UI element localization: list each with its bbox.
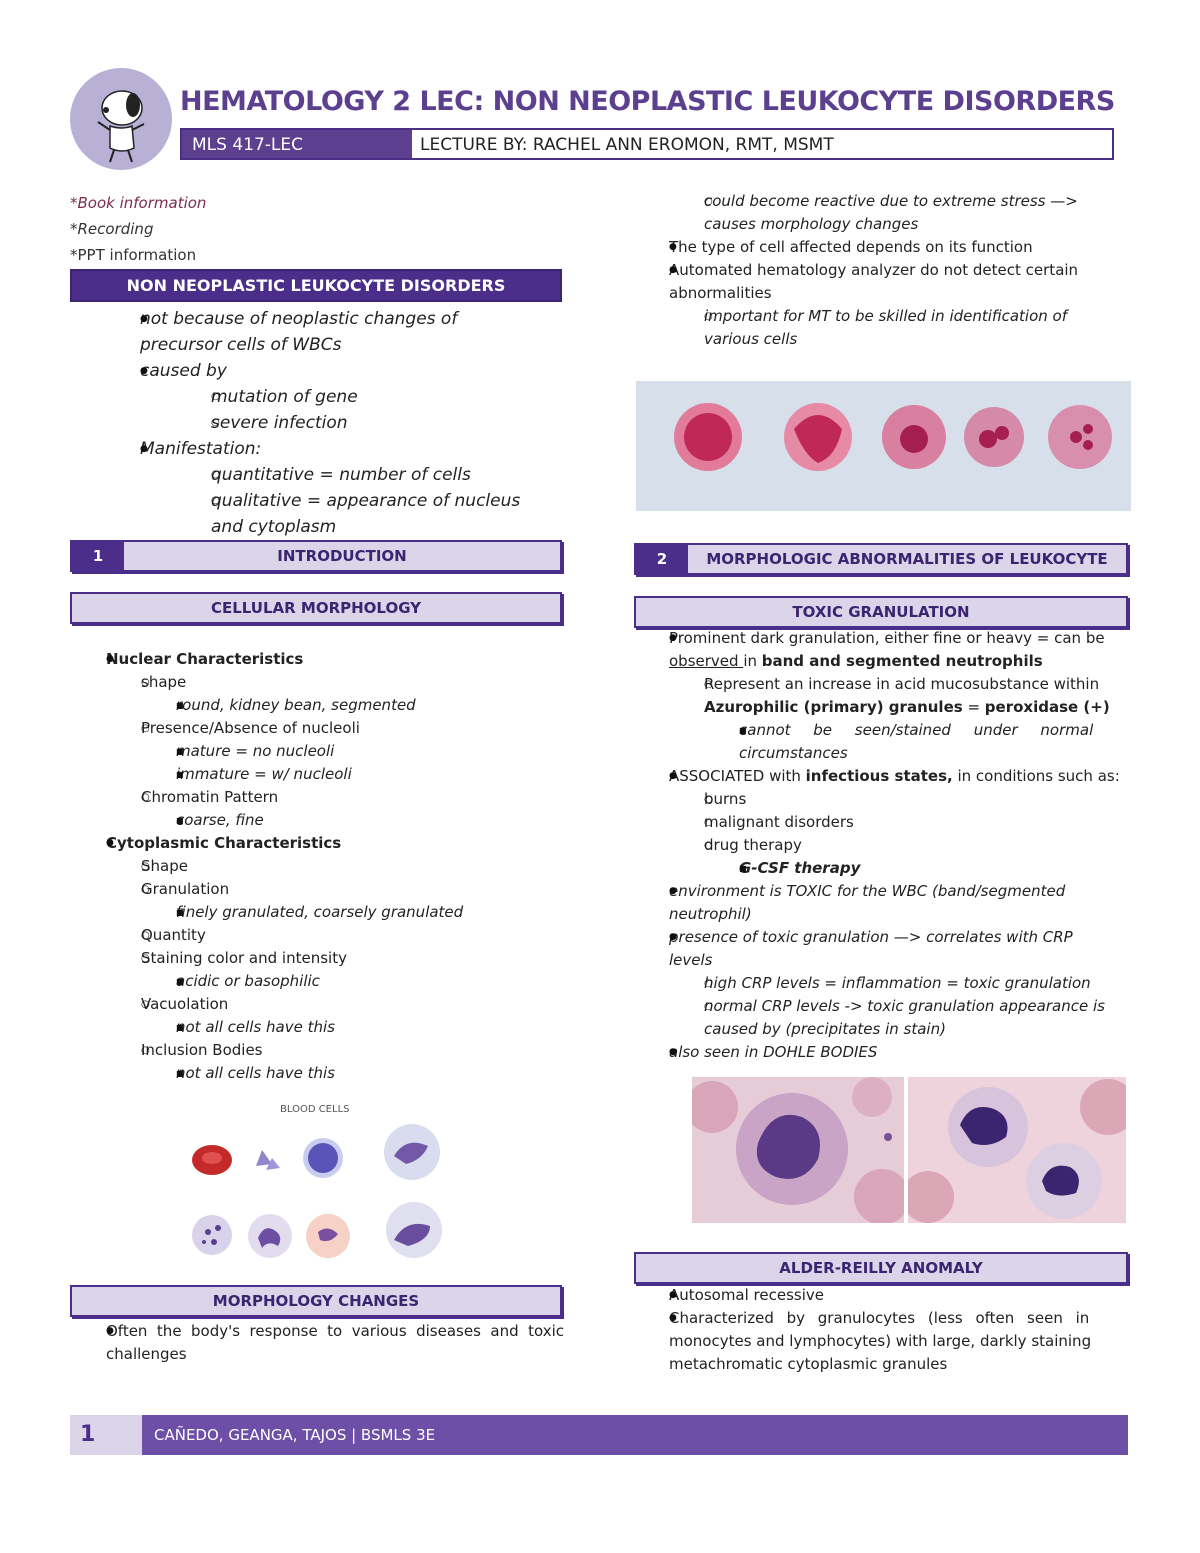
list-item: ● Often the body's response to various diseases and toxic challenges — [70, 1320, 564, 1366]
toxic-granulation-photo-2 — [908, 1077, 1126, 1223]
snoopy-logo — [70, 68, 172, 170]
morphology-list — [70, 648, 564, 1085]
course-bar — [180, 128, 1114, 160]
list-item: ○ Vacuolation — [70, 993, 564, 1016]
list-item: ■ not all cells have this — [70, 1062, 564, 1085]
page-number: 1 — [70, 1415, 142, 1455]
list-item: causes morphology changes — [704, 215, 919, 233]
list-item: ○ Shape — [70, 855, 564, 878]
page-footer — [70, 1415, 1128, 1455]
list-item: ○ qualitative = appearance of nucleus — [70, 488, 564, 514]
list-item: and cytoplasm — [211, 517, 337, 537]
section-number: 2 — [636, 545, 688, 573]
list-item: ○ Chromatin Pattern — [70, 786, 564, 809]
list-item: ● Nuclear Characteristics — [70, 648, 564, 671]
toxic-granulation-photo-1 — [692, 1077, 904, 1223]
section-title: INTRODUCTION — [124, 542, 560, 570]
list-item: ○ burns — [634, 788, 1128, 811]
alder-reilly-heading: ALDER-REILLY ANOMALY — [634, 1252, 1128, 1284]
list-item: Azurophilic (primary) granules = peroxidase (+) — [704, 698, 1110, 716]
list-item: ○ Granulation — [70, 878, 564, 901]
list-item: ○ mutation of gene — [70, 384, 564, 410]
list-item: ○ high CRP levels = inflammation = toxic granulation — [634, 972, 1128, 995]
list-item: ■ not all cells have this — [70, 1016, 564, 1039]
toxic-granulation-list — [634, 627, 1128, 1064]
list-item: precursor cells of WBCs — [140, 335, 342, 355]
alder-reilly-list — [634, 1284, 1128, 1376]
list-item: ● Characterized by granulocytes (less often seen in — [634, 1307, 1128, 1330]
list-item: ● Prominent dark granulation, either fine or heavy = can be — [634, 627, 1128, 650]
list-item: ■ finely granulated, coarsely granulated — [70, 901, 564, 924]
list-item: observed in band and segmented neutrophils — [669, 652, 1043, 670]
list-item: ■ G-CSF therapy — [634, 857, 1128, 880]
section-title: MORPHOLOGIC ABNORMALITIES OF LEUKOCYTE — [688, 545, 1126, 573]
lecturer-name: LECTURE BY: RACHEL ANN EROMON, RMT, MSMT — [420, 135, 834, 155]
list-item: ■ immature = w/ nucleoli — [70, 763, 564, 786]
legend-recording: *Recording — [70, 220, 154, 238]
legend-book: *Book information — [70, 194, 207, 212]
list-item: neutrophil) — [669, 905, 752, 923]
list-item: ○ severe infection — [70, 410, 564, 436]
list-item: monocytes and lymphocytes) with large, darkly staining — [669, 1332, 1092, 1350]
blood-cells-figure — [180, 1100, 450, 1275]
page-title: HEMATOLOGY 2 LEC: NON NEOPLASTIC LEUKOCYTE DISORDERS — [180, 86, 1115, 117]
morphology-changes-list — [70, 1320, 564, 1366]
list-item: ○ Represent an increase in acid mucosubstance within — [634, 673, 1128, 696]
list-item: ● ASSOCIATED with infectious states, in conditions such as: — [634, 765, 1128, 788]
right-top-list — [634, 190, 1128, 351]
cellular-morphology-heading: CELLULAR MORPHOLOGY — [70, 592, 562, 624]
list-item: ● Autosomal recessive — [634, 1284, 1128, 1307]
list-item: ■ acidic or basophilic — [70, 970, 564, 993]
list-item: ○ shape — [70, 671, 564, 694]
footer-authors: CAÑEDO, GEANGA, TAJOS | BSMLS 3E — [142, 1415, 1128, 1455]
intro-list — [70, 306, 564, 540]
left-column — [70, 190, 564, 268]
list-item: ● The type of cell affected depends on its function — [634, 236, 1128, 259]
list-item: ■ cannot be seen/stained under normal — [634, 719, 1128, 742]
list-item: ● also seen in DOHLE BODIES — [634, 1041, 1128, 1064]
list-item: ● not because of neoplastic changes of — [70, 306, 564, 332]
section-number: 1 — [72, 542, 124, 570]
section-1-header — [70, 540, 562, 572]
section-2-header — [634, 543, 1128, 575]
list-item: ● environment is TOXIC for the WBC (band/segmented — [634, 880, 1128, 903]
list-item: ■ round, kidney bean, segmented — [70, 694, 564, 717]
list-item: ○ could become reactive due to extreme stress —> — [634, 190, 1128, 213]
list-item: caused by (precipitates in stain) — [704, 1020, 946, 1038]
course-code: MLS 417-LEC — [182, 130, 412, 158]
toxic-granulation-heading: TOXIC GRANULATION — [634, 596, 1128, 628]
list-item: ■ coarse, fine — [70, 809, 564, 832]
morphology-changes-heading: MORPHOLOGY CHANGES — [70, 1285, 562, 1317]
list-item: circumstances — [739, 744, 848, 762]
list-item: ● Cytoplasmic Characteristics — [70, 832, 564, 855]
list-item: ○ Presence/Absence of nucleoli — [70, 717, 564, 740]
list-item: ● Manifestation: — [70, 436, 564, 462]
list-item: ● caused by — [70, 358, 564, 384]
list-item: ● presence of toxic granulation —> correlates with CRP — [634, 926, 1128, 949]
list-item: abnormalities — [669, 284, 772, 302]
list-item: ○ Staining color and intensity — [70, 947, 564, 970]
list-item: ○ malignant disorders — [634, 811, 1128, 834]
list-item: ■ mature = no nucleoli — [70, 740, 564, 763]
list-item: ● Automated hematology analyzer do not detect certain — [634, 259, 1128, 282]
list-item: ○ Inclusion Bodies — [70, 1039, 564, 1062]
legend-ppt: *PPT information — [70, 246, 197, 264]
list-item: ○ Quantity — [70, 924, 564, 947]
list-item: ○ important for MT to be skilled in identification of — [634, 305, 1128, 328]
list-item: various cells — [704, 330, 798, 348]
list-item: metachromatic cytoplasmic granules — [669, 1355, 948, 1373]
list-item: ○ quantitative = number of cells — [70, 462, 564, 488]
granulocyte-progression-photo — [636, 381, 1131, 511]
main-section-heading: NON NEOPLASTIC LEUKOCYTE DISORDERS — [70, 269, 562, 302]
list-item: ○ drug therapy — [634, 834, 1128, 857]
figure-caption: BLOOD CELLS — [280, 1104, 350, 1115]
list-item: ○ normal CRP levels -> toxic granulation appearance is — [634, 995, 1128, 1018]
list-item: levels — [669, 951, 713, 969]
